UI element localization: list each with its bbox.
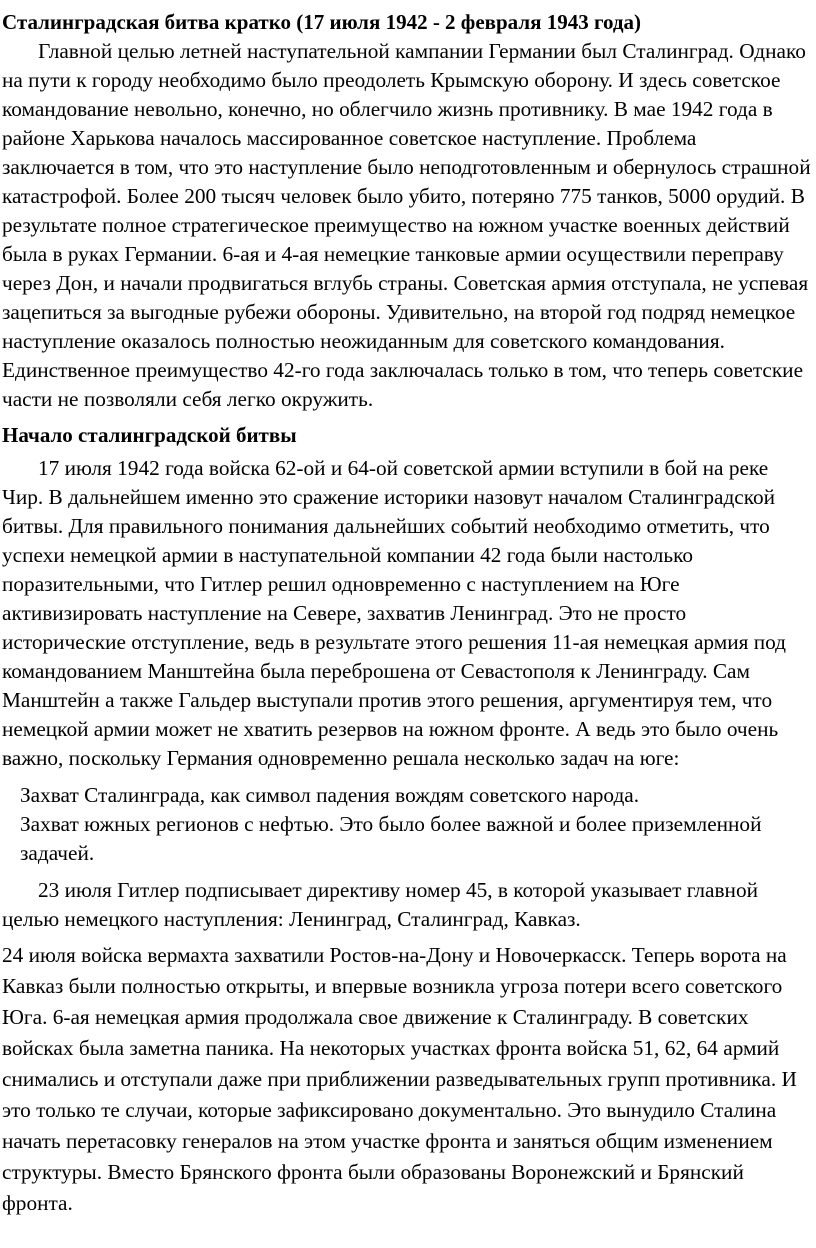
list-item: Захват южных регионов с нефтью. Это было более важной и более приземленной задачей. [20, 812, 762, 865]
paragraph-rostov: 24 июля войска вермахта захватили Ростов-на-Дону и Новочеркасск. Теперь ворота на Кавказ были полностью открыты, и впервые возникла угроза потери всего советского Юга. 6-ая немецкая армия продолжала свое движение к Сталинграду. В советских войсках была заметна паника. На некоторых участках фронта войска 51, 62, 64 армий снимались и отступали даже при приближении разведывательных групп противника. И это только те случаи, которые зафиксировано документально. Это вынудило Сталина начать перетасовку генералов на этом участке фронта и заняться общим изменением структуры. Вместо Брянского фронта были образованы Воронежский и Брянский фронта. [2, 943, 797, 1215]
list-item: Захват Сталинграда, как символ падения вождям советского народа. [20, 783, 640, 807]
document-title: Сталинградская битва кратко (17 июля 1942 - 2 февраля 1943 года) [2, 10, 642, 34]
paragraph-directive: 23 июля Гитлер подписывает директиву номер 45, в которой указывает главной целью немецкого наступления: Ленинград, Сталинград, Кавказ. [2, 878, 758, 931]
section-heading: Начало сталинградской битвы [2, 423, 297, 447]
goals-list [20, 781, 812, 868]
paragraph-intro: Главной целью летней наступательной кампании Германии был Сталинград. Однако на пути к городу необходимо было преодолеть Крымскую оборону. И здесь советское командование невольно, конечно, но облегчило жизнь противнику. В мае 1942 года в районе Харькова началось массированное советское наступление. Проблема заключается в том, что это наступление было неподготовленным и обернулось страшной катастрофой. Более 200 тысяч человек было убито, потеряно 775 танков, 5000 орудий. В результате полное стратегическое преимущество на южном участке военных действий была в руках Германии. 6-ая и 4-ая немецкие танковые армии осуществили переправу через Дон, и начали продвигаться вглубь страны. Советская армия отступала, не успевая зацепиться за выгодные рубежи обороны. Удивительно, на второй год подряд немецкое наступление оказалось полностью неожиданным для советского командования. Единственное преимущество 42-го года заключалась только в том, что теперь советские части не позволяли себя легко окружить. [2, 39, 811, 411]
paragraph-battle-start: 17 июля 1942 года войска 62-ой и 64-ой советской армии вступили в бой на реке Чир. В дальнейшем именно это сражение историки назовут началом Сталинградской битвы. Для правильного понимания дальнейших событий необходимо отметить, что успехи немецкой армии в наступательной компании 42 года были настолько поразительными, что Гитлер решил одновременно с наступлением на Юге активизировать наступление на Севере, захватив Ленинград. Это не просто исторические отступление, ведь в результате этого решения 11-ая немецкая армия под командованием Манштейна была переброшена от Севастополя к Ленинграду. Сам Манштейн а также Гальдер выступали против этого решения, аргументируя тем, что немецкой армии может не хватить резервов на южном фронте. А ведь это было очень важно, поскольку Германия одновременно решала несколько задач на юге: [2, 456, 786, 770]
